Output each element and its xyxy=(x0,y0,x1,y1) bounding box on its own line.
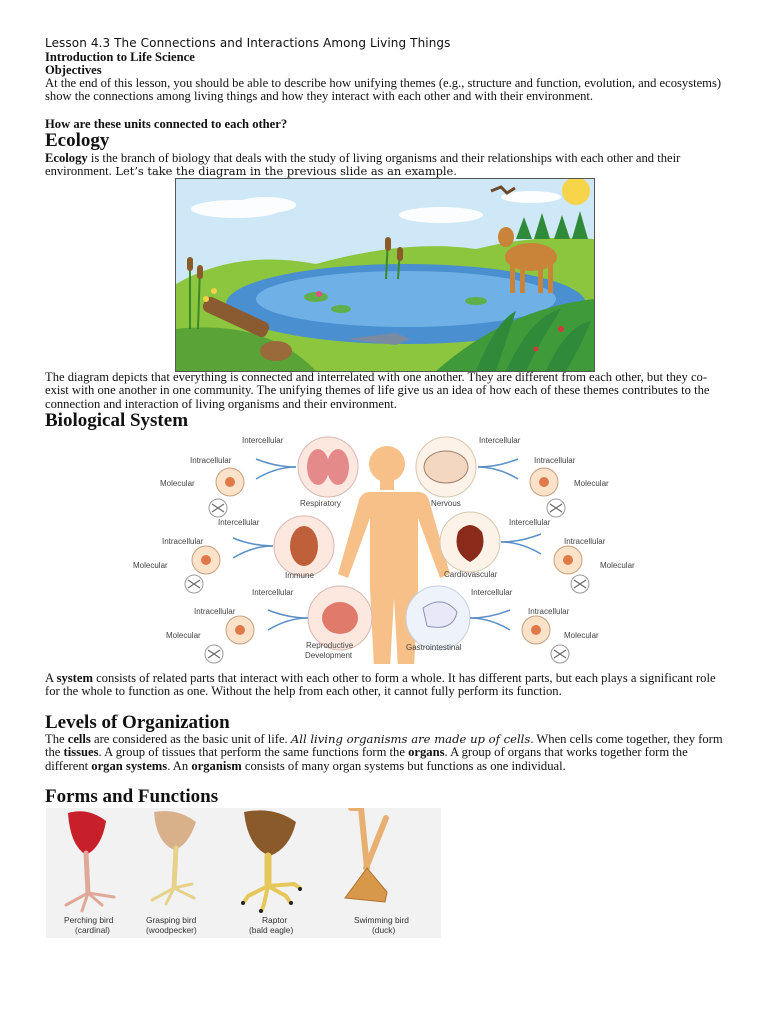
swimming-foot-image xyxy=(345,808,387,902)
ecology-after-text: The diagram depicts that everything is connected and interrelated with one another. They are different from each other, but they co-exist with one another in one community. The unifying themes of life give us an idea of how each of these themes contributes to the connection and interaction of living organisms and their environment. xyxy=(45,370,710,411)
label-nervous: Nervous xyxy=(431,499,461,508)
system-term: system xyxy=(56,671,93,685)
lesson-title: Lesson 4.3 The Connections and Interactions Among Living Things xyxy=(45,36,451,50)
label-reproductive: Reproductive xyxy=(306,641,354,650)
bird-caption-1-line1: Perching bird xyxy=(64,915,114,925)
grasping-foot-image xyxy=(152,811,196,904)
levels-text xyxy=(45,733,725,773)
raptor-foot-image xyxy=(241,810,302,913)
ecology-note: Let’s take the diagram in the previous slide as an example. xyxy=(111,164,457,179)
term-organism: organism xyxy=(191,758,242,773)
biological-system-figure xyxy=(128,432,646,664)
label-molecular-1: Molecular xyxy=(160,479,195,488)
system-text-rest: consists of related parts that interact with each other to form a whole. It has different parts, but each plays a significant role for the whole to function as one. Without the help from each other, it cannot fully perform its function. xyxy=(45,671,716,699)
bird-caption-2-line1: Grasping bird xyxy=(146,915,197,925)
bird-feet-figure xyxy=(46,808,441,938)
term-tissues: tissues xyxy=(63,745,99,760)
ecology-definition xyxy=(45,152,725,179)
system-text xyxy=(45,672,725,699)
levels-italic: All living organisms are made up of cells xyxy=(290,732,531,746)
ecology-heading: Ecology xyxy=(45,130,110,151)
biological-system-heading: Biological System xyxy=(45,410,189,431)
label-intercellular-5: Intercellular xyxy=(252,588,294,597)
label-intercellular-3: Intercellular xyxy=(218,518,260,527)
bird-caption-3-line1: Raptor xyxy=(262,915,288,925)
term-organ-systems: organ systems xyxy=(91,758,168,773)
levels-heading: Levels of Organization xyxy=(45,712,230,733)
bird-caption-4-line1: Swimming bird xyxy=(354,915,409,925)
label-molecular-6: Molecular xyxy=(564,631,599,640)
label-respiratory: Respiratory xyxy=(300,499,341,508)
objectives-heading: Objectives xyxy=(45,63,102,77)
label-intercellular-1: Intercellular xyxy=(242,436,284,445)
bird-caption-2-line2: (woodpecker) xyxy=(146,925,197,935)
label-intracellular-1: Intracellular xyxy=(190,456,232,465)
label-molecular-4: Molecular xyxy=(600,561,635,570)
label-gastrointestinal: Gastrointestinal xyxy=(406,643,462,652)
label-intercellular-2: Intercellular xyxy=(479,436,521,445)
bird-caption-4-line2: (duck) xyxy=(372,925,396,935)
question-heading: How are these units connected to each other? xyxy=(45,117,288,131)
levels-text-3: . When cells come together, they form the xyxy=(45,732,723,760)
levels-text-2: are considered as the basic unit of life. xyxy=(90,732,291,746)
label-intercellular-4: Intercellular xyxy=(509,518,551,527)
course-title: Introduction to Life Science xyxy=(45,50,195,64)
label-molecular-3: Molecular xyxy=(133,561,168,570)
perching-foot-image xyxy=(66,811,114,911)
label-intracellular-3: Intracellular xyxy=(162,537,204,546)
ecology-definition-text: is the branch of biology that deals with the study of living organisms and their relationships with each other and their environment. xyxy=(45,151,681,179)
label-cardiovascular: Cardiovascular xyxy=(444,570,498,579)
ecology-term: Ecology xyxy=(45,151,88,165)
label-immune: Immune xyxy=(285,571,314,580)
label-molecular-5: Molecular xyxy=(166,631,201,640)
levels-text-5: . A group of organs that works together form the different xyxy=(45,745,688,773)
levels-text-7: consists of many organ systems but functions as one individual. xyxy=(241,758,566,773)
label-intercellular-6: Intercellular xyxy=(471,588,513,597)
term-cells: cells xyxy=(67,732,91,746)
label-molecular-2: Molecular xyxy=(574,479,609,488)
bird-caption-3-line2: (bald eagle) xyxy=(249,925,294,935)
label-intracellular-4: Intracellular xyxy=(564,537,606,546)
label-intracellular-5: Intracellular xyxy=(194,607,236,616)
label-development: Development xyxy=(305,651,353,660)
system-text-a: A xyxy=(45,671,57,685)
label-intracellular-6: Intracellular xyxy=(528,607,570,616)
term-organs: organs xyxy=(408,745,445,760)
bird-caption-1-line2: (cardinal) xyxy=(75,925,110,935)
levels-text-4: . A group of tissues that perform the same functions form the xyxy=(98,745,409,760)
objectives-text: At the end of this lesson, you should be able to describe how unifying themes (e.g., structure and function, evolution, and ecosystems) show the connections among living things and how they interact with each other and with their environment. xyxy=(45,76,722,104)
ecology-illustration xyxy=(175,178,595,372)
levels-text-1: The xyxy=(45,732,68,746)
forms-heading: Forms and Functions xyxy=(45,786,219,807)
label-intracellular-2: Intracellular xyxy=(534,456,576,465)
levels-text-6: . An xyxy=(167,758,192,773)
